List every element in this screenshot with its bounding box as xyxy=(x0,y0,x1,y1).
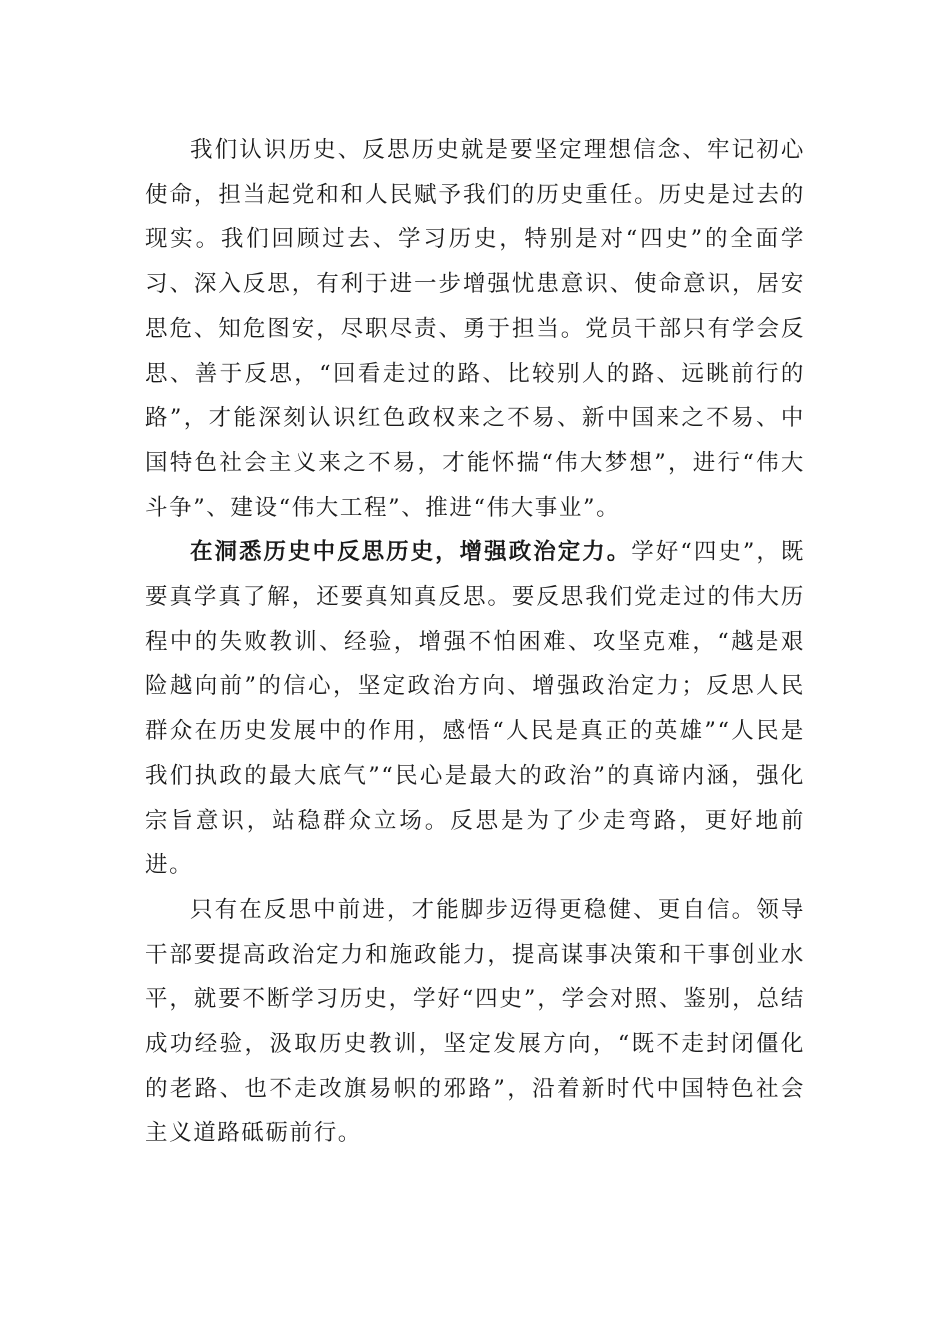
paragraph-3-text: 只有在反思中前进，才能脚步迈得更稳健、更自信。领导干部要提高政治定力和施政能力，提高谋事决策和干事创业水平，就要不断学习历史，学好“四史”，学会对照、鉴别，总结成功经验，汲取历史教训，坚定发展方向，“既不走封闭僵化的老路、也不走改旗易帜的邪路”，沿着新时代中国特色社会主义道路砥砺前行。 xyxy=(145,896,805,1147)
document-body xyxy=(145,128,805,1156)
paragraph-2-lead-heading: 在洞悉历史中反思历史，增强政治定力。 xyxy=(190,539,632,566)
paragraph-1-text: 我们认识历史、反思历史就是要坚定理想信念、牢记初心使命，担当起党和和人民赋予我们的历史重任。历史是过去的现实。我们回顾过去、学习历史，特别是对“四史”的全面学习、深入反思，有利于进一步增强忧患意识、使命意识，居安思危、知危图安，尽职尽责、勇于担当。党员干部只有学会反思、善于反思，“回看走过的路、比较别人的路、远眺前行的路”，才能深刻认识红色政权来之不易、新中国来之不易、中国特色社会主义来之不易，才能怀揣“伟大梦想”，进行“伟大斗争”、建设“伟大工程”、推进“伟大事业”。 xyxy=(145,137,805,521)
paragraph-2 xyxy=(145,530,805,888)
paragraph-3 xyxy=(145,888,805,1156)
paragraph-2-text: 学好“四史”，既要真学真了解，还要真知真反思。要反思我们党走过的伟大历程中的失败教训、经验，增强不怕困难、攻坚克难，“越是艰险越向前”的信心，坚定政治方向、增强政治定力；反思人民群众在历史发展中的作用，感悟“人民是真正的英雄”“人民是我们执政的最大底气”“民心是最大的政治”的真谛内涵，强化宗旨意识，站稳群众立场。反思是为了少走弯路，更好地前进。 xyxy=(145,539,805,879)
paragraph-1 xyxy=(145,128,805,530)
